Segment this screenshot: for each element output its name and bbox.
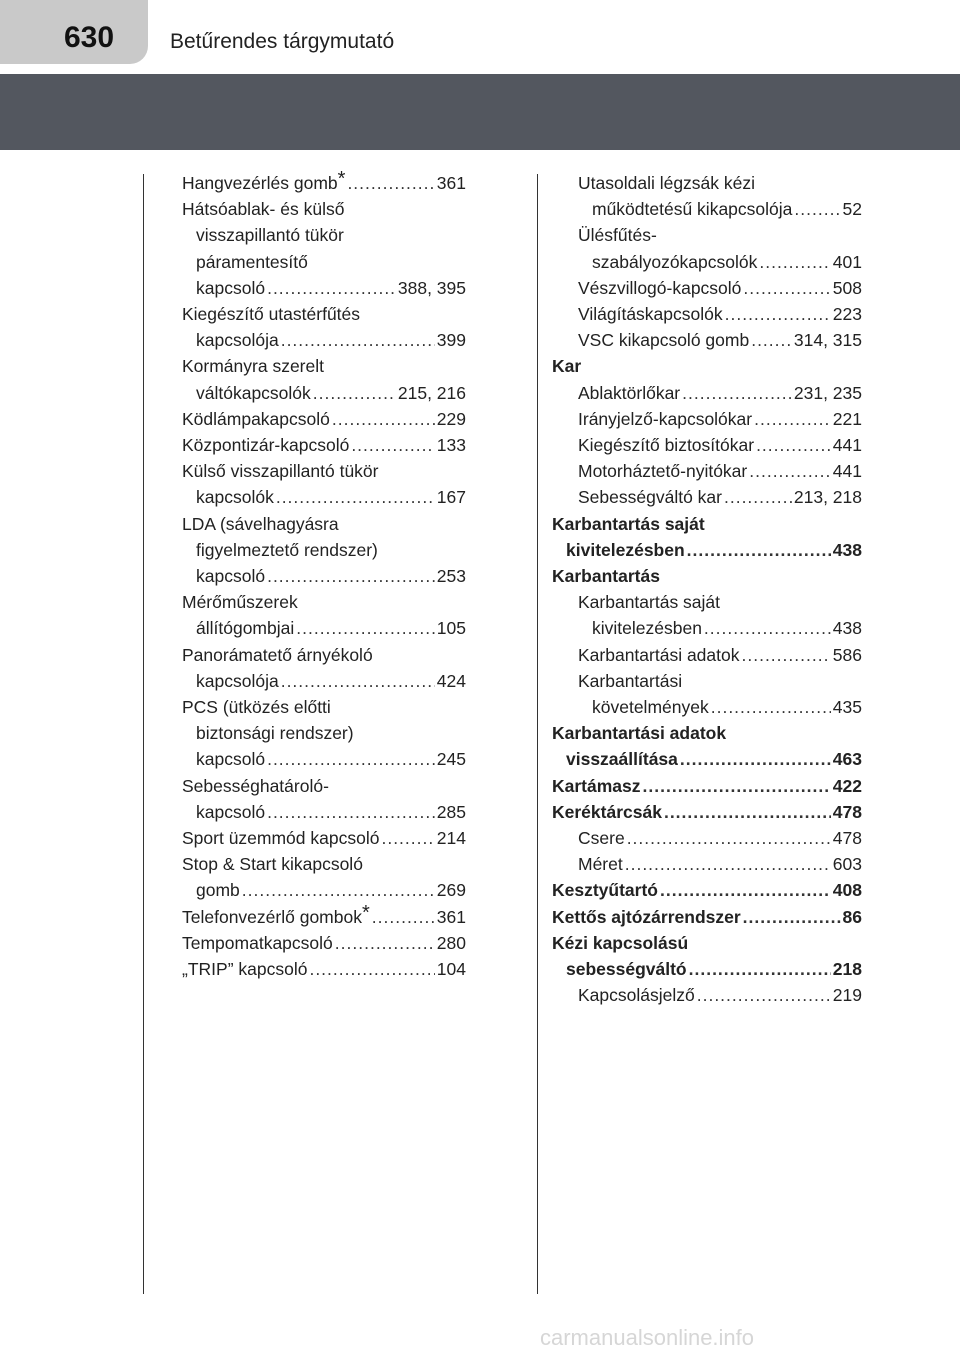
- index-entry-line: PCS (ütközés előtti: [182, 697, 331, 718]
- index-entry: Tempomatkapcsoló ..... 280: [182, 930, 466, 956]
- index-entry: Kapcsolásjelző ..... 219: [552, 982, 862, 1008]
- index-entry: kapcsoló ..... 285: [182, 799, 466, 825]
- index-entry: sebességváltó ..... 218: [552, 956, 862, 982]
- index-column-right: [552, 170, 862, 1009]
- index-entry: kapcsolók ..... 167: [182, 484, 466, 510]
- index-entry-line: Ülésfűtés-: [578, 225, 657, 246]
- index-heading: Karbantartás: [552, 566, 660, 587]
- index-entry: kapcsoló ..... 245: [182, 746, 466, 772]
- index-entry: Motorháztető-nyitókar ..... 441: [552, 458, 862, 484]
- index-entry: Karbantartási adatok ..... 586: [552, 642, 862, 668]
- index-heading: Kar: [552, 356, 582, 377]
- left-column-rule: [143, 174, 144, 1294]
- index-entry-line: figyelmeztető rendszer): [196, 539, 378, 560]
- index-entry: Sebességváltó kar ..... 213, 218: [552, 484, 862, 510]
- index-entry: Sport üzemmód kapcsoló ..... 214: [182, 825, 466, 851]
- index-entry-line: Hátsóablak- és külső: [182, 199, 345, 220]
- index-entry: „TRIP” kapcsoló ..... 104: [182, 956, 466, 982]
- index-entry: Ködlámpakapcsoló ..... 229: [182, 406, 466, 432]
- header-band: [0, 74, 960, 150]
- index-entry-line: páramentesítő: [196, 251, 308, 272]
- index-entry: kivitelezésben ..... 438: [552, 537, 862, 563]
- page-title: Betűrendes tárgymutató: [170, 30, 395, 53]
- index-entry-line: biztonsági rendszer): [196, 723, 354, 744]
- index-entry: Keréktárcsák ..... 478: [552, 799, 862, 825]
- index-heading: Karbantartás saját: [552, 513, 705, 534]
- index-entry-line: Utasoldali légzsák kézi: [578, 173, 756, 193]
- index-entry: állítógombjai ..... 105: [182, 615, 466, 641]
- page-header: [0, 0, 960, 64]
- index-entry: kapcsoló ..... 253: [182, 563, 466, 589]
- index-entry: Kiegészítő biztosítókar ..... 441: [552, 432, 862, 458]
- index-entry-line: Panorámatető árnyékoló: [182, 644, 373, 665]
- index-entry: Kettős ajtózárrendszer ..... 86: [552, 904, 862, 930]
- index-entry-line: Mérőműszerek: [182, 592, 298, 613]
- index-entry-line: Külső visszapillantó tükör: [182, 461, 379, 482]
- index-entry: gomb ..... 269: [182, 877, 466, 903]
- index-entry: Telefonvezérlő gombok* ..... 361: [182, 904, 466, 930]
- index-entry: váltókapcsolók ..... 215, 216: [182, 380, 466, 406]
- index-entry: kapcsolója ..... 424: [182, 668, 466, 694]
- index-entry: Méret ..... 603: [552, 851, 862, 877]
- index-entry: szabályozókapcsolók ..... 401: [552, 249, 862, 275]
- index-entry-line: visszapillantó tükör: [196, 225, 344, 246]
- index-entry: Világításkapcsolók ..... 223: [552, 301, 862, 327]
- index-entry: kapcsolója ..... 399: [182, 327, 466, 353]
- index-entry: visszaállítása ..... 463: [552, 746, 862, 772]
- index-entry-line: Stop & Start kikapcsoló: [182, 854, 363, 875]
- index-entry-line: LDA (sávelhagyásra: [182, 513, 339, 534]
- index-entry-line: Karbantartás saját: [578, 592, 721, 613]
- index-heading: Kézi kapcsolású: [552, 932, 689, 953]
- index-entry: Irányjelző-kapcsolókar ..... 221: [552, 406, 862, 432]
- index-column-left: [182, 170, 466, 982]
- index-entry: kivitelezésben ..... 438: [552, 615, 862, 641]
- index-entry: Kartámasz ..... 422: [552, 773, 862, 799]
- index-entry: VSC kikapcsoló gomb ..... 314, 315: [552, 327, 862, 353]
- page-number: 630: [64, 21, 115, 54]
- index-entry: követelmények ..... 435: [552, 694, 862, 720]
- index-entry: Vészvillogó-kapcsoló ..... 508: [552, 275, 862, 301]
- index-entry: Csere ..... 478: [552, 825, 862, 851]
- index-entry: Központizár-kapcsoló ..... 133: [182, 432, 466, 458]
- index-entry: Kesztyűtartó ..... 408: [552, 877, 862, 903]
- page-number-tab: [0, 0, 148, 64]
- index-entry: kapcsoló ..... 388, 395: [182, 275, 466, 301]
- index-entry-line: Kiegészítő utastérfűtés: [182, 304, 361, 325]
- index-entry-line: Karbantartási: [578, 670, 683, 691]
- index-entry: működtetésű kikapcsolója ..... 52: [552, 196, 862, 222]
- index-entry: Hangvezérlés gomb* ..... 361: [182, 170, 466, 196]
- middle-column-rule: [537, 174, 538, 1294]
- index-heading: Karbantartási adatok: [552, 723, 727, 744]
- index-entry-line: Kormányra szerelt: [182, 356, 324, 377]
- index-entry: Ablaktörlőkar ..... 231, 235: [552, 380, 862, 406]
- index-entry-line: Sebességhatároló-: [182, 775, 329, 796]
- watermark: carmanualsonline.info: [540, 1325, 755, 1350]
